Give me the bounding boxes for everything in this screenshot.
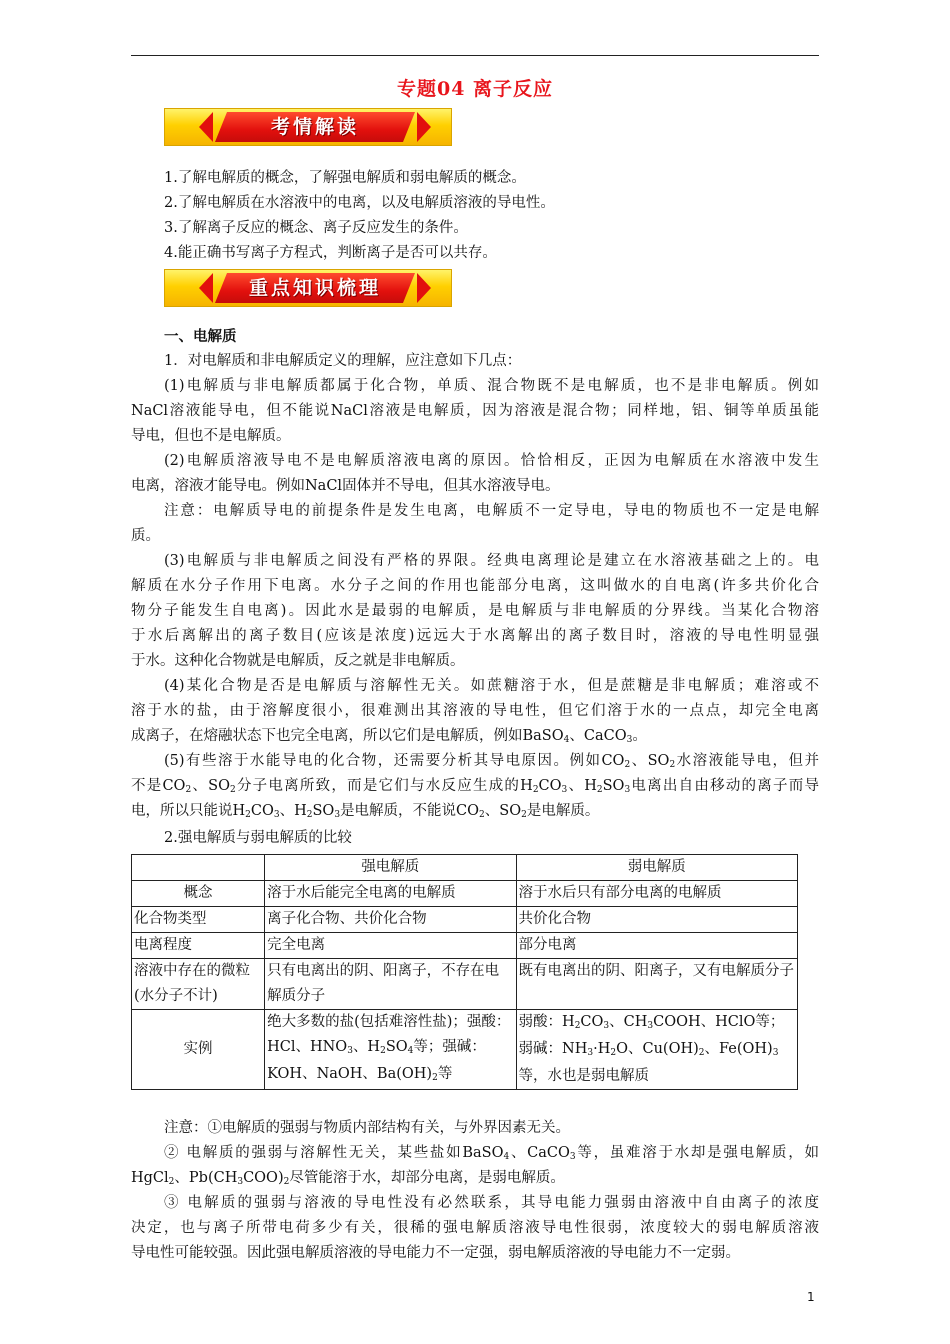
banner-label: 重点知识梳理: [248, 277, 381, 299]
body-line: (5)有些溶于水能导电的化合物，还需要分析其导电原因。例如$CO_2$、$SO_2$水溶液能导电，但并: [164, 753, 819, 770]
table-row: [132, 959, 798, 1010]
page-title: 专题04 离子反应: [396, 78, 554, 100]
body-line: 电，所以只能说$H_2CO_3$、$H_2SO_3$是电解质，不能说$CO_2$、$SO_2$是电解质。: [131, 803, 600, 820]
body-line: 于水后离解出的离子数目(应该是浓度)远远大于水离解出的离子数目时，溶液的导电性明显强: [131, 628, 819, 644]
objective-item: 4.能正确书写离子方程式，判断离子是否可以共存。: [164, 245, 497, 261]
comparison-table: [131, 854, 798, 1090]
body-line: 于水。这种化合物就是电解质，反之就是非电解质。: [131, 653, 465, 669]
body-line: 电离，溶液才能导电。例如NaCl固体并不导电，但其水溶液导电。: [131, 478, 560, 494]
note-line: HgCl$_2$、$Pb(CH_3COO)_2$尽管能溶于水，却部分电离，是弱电解质。: [131, 1170, 565, 1187]
table-header-row: [132, 855, 798, 881]
table-cell: 概念: [132, 881, 265, 907]
body-line: 物分子能发生自电离)。因此水是最弱的电解质，是电解质与非电解质的分界线。当某化合物溶: [131, 603, 819, 619]
body-line: 导电，但也不是电解质。: [131, 428, 291, 444]
body-line: (4)某化合物是否是电解质与溶解性无关。如蔗糖溶于水，但是蔗糖是非电解质；难溶或不: [164, 678, 819, 694]
table-cell: 共价化合物: [516, 907, 797, 933]
table-row: [132, 907, 798, 933]
table-cell: 溶于水后能完全电离的电解质: [265, 881, 516, 907]
note-line: 导电性可能较强。因此强电解质溶液的导电能力不一定强，弱电解质溶液的导电能力不一定弱。: [131, 1245, 740, 1261]
page-number: 1: [807, 1290, 815, 1304]
body-line: 溶于水的盐，由于溶解度很小，很难测出其溶液的导电性，但它们溶于水的一点点，却完全电离: [131, 703, 819, 719]
table-row: [132, 933, 798, 959]
table-cell: 既有电离出的阴、阳离子，又有电解质分子: [516, 959, 797, 1010]
objective-item: 3.了解离子反应的概念、离子反应发生的条件。: [164, 220, 468, 236]
section-heading: 一、电解质: [164, 328, 237, 345]
body-line: (1)电解质与非电解质都属于化合物，单质、混合物既不是电解质，也不是非电解质。例如: [164, 378, 819, 394]
note-line: ② 电解质的强弱与溶解性无关，某些盐如BaSO$_4$、CaCO$_3$等，虽难溶于水却是强电解质，如: [164, 1145, 819, 1162]
table-cell: 弱酸：$H_2CO_3$、$CH_3COOH$、HClO等；弱碱：$NH_3\cdot H_2O$、$Cu(OH)_2$、$Fe(OH)_3$等，水也是弱电解质: [516, 1010, 797, 1090]
table-cell: 完全电离: [265, 933, 516, 959]
note-line: 注意：①电解质的强弱与物质内部结构有关，与外界因素无关。: [164, 1120, 570, 1136]
table-cell: 绝大多数的盐(包括难溶性盐)；强酸：HCl、$HNO_3$、$H_2SO_4$等；强碱：KOH、NaOH、$Ba(OH)_2$等: [265, 1010, 516, 1090]
body-line: NaCl溶液能导电，但不能说NaCl溶液是电解质，因为溶液是混合物；同样地，铝、铜等单质虽能: [131, 403, 819, 419]
table-cell: 实例: [132, 1010, 265, 1090]
body-line: 注意：电解质导电的前提条件是发生电离，电解质不一定导电，导电的物质也不一定是电解: [164, 503, 819, 519]
table-header-cell: 强电解质: [265, 855, 516, 881]
table-cell: 化合物类型: [132, 907, 265, 933]
table-cell: 溶液中存在的微粒(水分子不计): [132, 959, 265, 1010]
objective-item: 2.了解电解质在水溶液中的电离，以及电解质溶液的导电性。: [164, 195, 555, 211]
section-banner-zhongdian: [164, 269, 452, 307]
table-row: [132, 1010, 798, 1090]
body-line: 解质在水分子作用下电离。水分子之间的作用也能部分电离，这叫做水的自电离(许多共价化合: [131, 578, 819, 594]
table-cell: 电离程度: [132, 933, 265, 959]
point-heading: 1．对电解质和非电解质定义的理解，应注意如下几点：: [164, 353, 522, 369]
body-line: (3)电解质与非电解质之间没有严格的界限。经典电离理论是建立在水溶液基础之上的。电: [164, 553, 819, 569]
body-line: 质。: [131, 528, 160, 544]
note-line: ③ 电解质的强弱与溶液的导电性没有必然联系，其导电能力强弱由溶液中自由离子的浓度: [164, 1195, 819, 1211]
banner-label: 考情解读: [270, 116, 359, 138]
body-line: 成离子，在熔融状态下也完全电离，所以它们是电解质，例如BaSO$_4$、CaCO$_3$。: [131, 728, 647, 745]
table-row: [132, 881, 798, 907]
header-rule: [131, 55, 819, 56]
table-cell: [132, 855, 265, 881]
table-cell: 只有电离出的阴、阳离子，不存在电解质分子: [265, 959, 516, 1010]
objective-item: 1.了解电解质的概念，了解强电解质和弱电解质的概念。: [164, 170, 526, 186]
body-line: 不是$CO_2$、$SO_2$分子电离所致，而是它们与水反应生成的$H_2CO_3$、$H_2SO_3$电离出自由移动的离子而导: [131, 778, 819, 795]
section-banner-kaoqing: [164, 108, 452, 146]
body-line: (2)电解质溶液导电不是电解质溶液电离的原因。恰恰相反，正因为电解质在水溶液中发生: [164, 453, 819, 469]
note-line: 决定，也与离子所带电荷多少有关，很稀的强电解质溶液导电性很弱，浓度较大的弱电解质溶液: [131, 1220, 819, 1236]
table-cell: 离子化合物、共价化合物: [265, 907, 516, 933]
table-cell: 溶于水后只有部分电离的电解质: [516, 881, 797, 907]
point-heading: 2.强电解质与弱电解质的比较: [164, 830, 352, 846]
table-cell: 部分电离: [516, 933, 797, 959]
table-header-cell: 弱电解质: [516, 855, 797, 881]
